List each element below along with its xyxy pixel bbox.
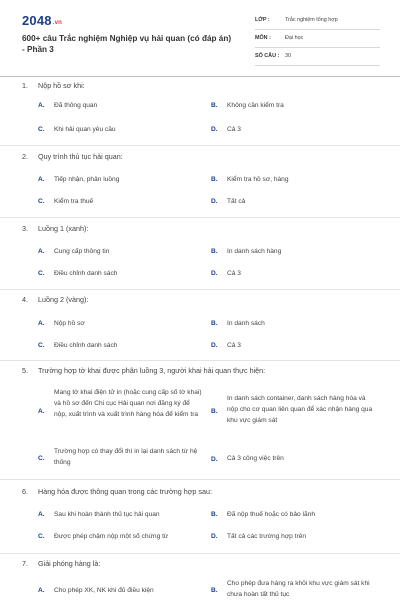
- option-a[interactable]: Sau khi hoàn thành thủ tục hải quan: [54, 511, 160, 518]
- option-c[interactable]: Được phép chậm nộp một số chứng từ: [54, 533, 169, 540]
- option-letter: A.: [38, 587, 45, 594]
- question-number: 3.: [22, 224, 28, 233]
- option-letter: D.: [211, 342, 218, 349]
- question-separator: [0, 553, 400, 554]
- question-text: Luồng 1 (xanh):: [38, 224, 89, 233]
- option-letter: A.: [38, 248, 45, 255]
- option-d[interactable]: Cả 3: [227, 270, 241, 277]
- option-d[interactable]: Cả 3: [227, 342, 241, 349]
- question-separator: [0, 289, 400, 290]
- meta-value: 30: [285, 53, 291, 59]
- question-separator: [0, 145, 400, 146]
- question-number: 1.: [22, 81, 28, 90]
- option-a[interactable]: Cung cấp thông tin: [54, 248, 110, 255]
- option-letter: A.: [38, 511, 45, 518]
- option-letter: D.: [211, 126, 218, 133]
- option-a[interactable]: Nộp hồ sơ: [54, 320, 85, 327]
- option-letter: B.: [211, 102, 218, 109]
- question-separator: [0, 360, 400, 361]
- meta-row-class: [255, 12, 380, 30]
- option-letter: C.: [38, 342, 45, 349]
- site-logo[interactable]: [22, 13, 62, 28]
- option-b[interactable]: Kiểm tra hồ sơ, hàng: [227, 176, 289, 183]
- option-letter: C.: [38, 533, 45, 540]
- meta-table: [255, 12, 380, 66]
- question-text: Luồng 2 (vàng):: [38, 295, 89, 304]
- option-letter: D.: [211, 198, 218, 205]
- question-text: Hàng hóa được thông quan trong các trường hợp sau:: [38, 487, 213, 496]
- question-number: 4.: [22, 295, 28, 304]
- question-number: 2.: [22, 152, 28, 161]
- header-divider: [0, 76, 400, 77]
- document-header: [0, 0, 400, 76]
- option-b[interactable]: In danh sách hàng: [227, 248, 282, 255]
- question-number: 6.: [22, 487, 28, 496]
- question-text: Trường hợp tờ khai được phân luồng 3, người khai hải quan thực hiện:: [38, 366, 266, 375]
- meta-label: LỚP :: [255, 17, 270, 23]
- option-c[interactable]: Điều chỉnh danh sách: [54, 342, 118, 349]
- meta-row-count: [255, 48, 380, 66]
- meta-label: SỐ CÂU :: [255, 53, 280, 59]
- question-separator: [0, 217, 400, 218]
- option-b[interactable]: In danh sách: [227, 320, 265, 327]
- option-d[interactable]: Tất cả: [227, 198, 246, 205]
- option-d[interactable]: Cả 3: [227, 126, 241, 133]
- option-letter: B.: [211, 587, 218, 594]
- option-letter: C.: [38, 126, 45, 133]
- option-letter: A.: [38, 408, 45, 415]
- option-a[interactable]: Cho phép XK, NK khi đủ điều kiện: [54, 587, 154, 594]
- option-letter: B.: [211, 248, 218, 255]
- option-letter: D.: [211, 533, 218, 540]
- option-a[interactable]: Mang tờ khai điện tử in (hoặc cung cấp số tờ khai) và hồ sơ đến Chi cục Hải quan nơi đăng ký để nộp, xuất trình và xuất trình hàng hóa để kiểm tra: [54, 389, 202, 418]
- option-letter: C.: [38, 198, 45, 205]
- logo-text: 2048: [22, 13, 52, 28]
- option-c[interactable]: Điều chỉnh danh sách: [54, 270, 118, 277]
- option-letter: D.: [211, 456, 218, 463]
- question-number: 7.: [22, 559, 28, 568]
- option-letter: B.: [211, 511, 218, 518]
- meta-row-subject: [255, 30, 380, 48]
- meta-value: Trắc nghiệm tổng hợp: [285, 17, 338, 23]
- option-c[interactable]: Kiểm tra thuế: [54, 198, 94, 205]
- option-letter: B.: [211, 408, 218, 415]
- option-d[interactable]: Tất cả các trường hợp trên: [227, 533, 307, 540]
- option-c[interactable]: Khi hải quan yêu cầu: [54, 126, 116, 133]
- option-b[interactable]: In danh sách container, danh sách hàng hóa và nộp cho cơ quan liên quan để xác nhận hàng qua khu vực giám sát: [227, 395, 373, 424]
- document-title: 600+ câu Trắc nghiệm Nghiệp vụ hải quan (có đáp án) - Phần 3: [22, 34, 232, 54]
- question-number: 5.: [22, 366, 28, 375]
- option-letter: C.: [38, 270, 45, 277]
- option-letter: A.: [38, 320, 45, 327]
- option-letter: A.: [38, 102, 45, 109]
- option-b[interactable]: Không cần kiểm tra: [227, 102, 284, 109]
- option-a[interactable]: Tiếp nhận, phân luồng: [54, 176, 120, 183]
- question-separator: [0, 479, 400, 480]
- option-a[interactable]: Đã thông quan: [54, 102, 98, 109]
- meta-value: Đại học: [285, 35, 304, 41]
- option-d[interactable]: Cả 3 công việc trên: [227, 455, 284, 462]
- question-text: Nộp hồ sơ khi:: [38, 81, 85, 90]
- option-letter: B.: [211, 176, 218, 183]
- option-b[interactable]: Cho phép đưa hàng ra khỏi khu vực giám sát khi chưa hoàn tất thủ tục: [227, 580, 370, 598]
- option-c[interactable]: Trường hợp có thay đổi thì in lại danh sách từ hệ thống: [54, 448, 198, 466]
- option-letter: A.: [38, 176, 45, 183]
- logo-tld: .vn: [52, 20, 63, 26]
- option-b[interactable]: Đã nộp thuế hoặc có bảo lãnh: [227, 511, 315, 518]
- meta-label: MÔN :: [255, 35, 271, 41]
- question-text: Quy trình thủ tục hải quan:: [38, 152, 123, 161]
- option-letter: C.: [38, 455, 45, 462]
- question-text: Giải phóng hàng là:: [38, 559, 101, 568]
- option-letter: D.: [211, 270, 218, 277]
- option-letter: B.: [211, 320, 218, 327]
